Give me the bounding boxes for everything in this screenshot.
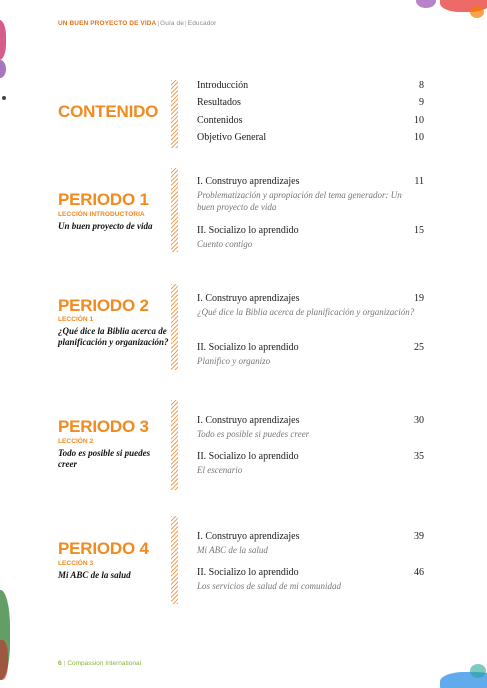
toc-page-resultados: 9 — [419, 97, 424, 108]
paint-splash-bottom-left-2 — [0, 640, 8, 680]
period-4-entry-2-subtitle: Los servicios de salud de mi comunidad — [197, 581, 341, 591]
paint-splash-top-left — [0, 20, 6, 60]
hatch-divider-period-4 — [171, 516, 178, 604]
header-subtitle-1: Guía de — [160, 20, 184, 27]
period-1-entry-2[interactable]: II. Socializo lo aprendido — [197, 225, 299, 236]
period-2-title: PERIODO 2 — [58, 296, 149, 315]
period-1-entry-2-subtitle: Cuento contigo — [197, 239, 253, 249]
header-subtitle-2: Educador — [187, 20, 217, 27]
period-1-entry-1-subtitle: Problematización y apropiación del tema generador: Un buen proyecto de vida — [197, 190, 402, 212]
paint-splash-top-left-2 — [0, 60, 6, 78]
period-1-entry-2-page: 15 — [414, 225, 424, 236]
period-3-entry-1-page: 30 — [414, 415, 424, 426]
period-3-title: PERIODO 3 — [58, 417, 149, 436]
period-2-lesson-code: LECCIÓN 1 — [58, 316, 94, 323]
period-1-entry-1[interactable]: I. Construyo aprendizajes — [197, 176, 300, 187]
paint-splash-left-dot — [2, 96, 6, 100]
period-2-entry-1-subtitle: ¿Qué dice la Biblia acerca de planificación y organización? — [197, 307, 415, 317]
hatch-divider-period-3 — [171, 400, 178, 490]
header-title: UN BUEN PROYECTO DE VIDA — [58, 20, 157, 27]
toc-item-resultados[interactable]: Resultados — [197, 97, 241, 108]
period-4-entry-2-page: 46 — [414, 567, 424, 578]
period-3-lesson-name: Todo es posible si puedes creer — [58, 448, 151, 469]
contents-title: CONTENIDO — [58, 102, 159, 121]
period-4-entry-1-subtitle: Mi ABC de la salud — [197, 545, 268, 555]
running-header — [58, 20, 216, 27]
period-2-entry-2-page: 25 — [414, 342, 424, 353]
period-1-lesson-name: Un buen proyecto de vida — [58, 221, 153, 231]
hatch-divider-period-1 — [171, 168, 178, 252]
period-3-entry-1[interactable]: I. Construyo aprendizajes — [197, 415, 300, 426]
period-4-title: PERIODO 4 — [58, 539, 149, 558]
hatch-divider-contents — [171, 80, 178, 148]
toc-page-contenidos: 10 — [414, 115, 424, 126]
period-3-lesson-code: LECCIÓN 2 — [58, 438, 94, 445]
toc-item-contenidos[interactable]: Contenidos — [197, 115, 243, 126]
hatch-divider-period-2 — [171, 284, 178, 370]
paint-splash-top-right-3 — [470, 6, 484, 18]
footer-page-number: 6 — [58, 660, 62, 667]
period-4-lesson-code: LECCIÓN 3 — [58, 560, 94, 567]
period-2-entry-2[interactable]: II. Socializo lo aprendido — [197, 342, 299, 353]
period-1-entry-1-page: 11 — [414, 176, 424, 187]
footer-text: Compassion International — [67, 660, 142, 667]
paint-splash-bottom-right-2 — [470, 664, 486, 678]
period-2-entry-2-subtitle: Planifico y organizo — [197, 356, 271, 366]
toc-page-objetivo-general: 10 — [414, 132, 424, 143]
period-2-lesson-name: ¿Qué dice la Biblia acerca de planificación y organización? — [58, 326, 169, 347]
period-2-entry-1[interactable]: I. Construyo aprendizajes — [197, 293, 300, 304]
paint-splash-top-right-2 — [416, 0, 436, 8]
footer-separator: | — [63, 660, 66, 667]
page-footer — [58, 660, 141, 667]
period-3-entry-2-page: 35 — [414, 451, 424, 462]
header-separator-2: | — [184, 20, 187, 27]
period-4-lesson-name: Mi ABC de la salud — [58, 570, 131, 580]
period-4-entry-1-page: 39 — [414, 531, 424, 542]
toc-item-introduccion[interactable]: Introducción — [197, 80, 249, 91]
toc-item-objetivo-general[interactable]: Objetivo General — [197, 132, 267, 143]
header-separator: | — [157, 20, 160, 27]
period-3-entry-1-subtitle: Todo es posible si puedes creer — [197, 429, 310, 439]
period-1-title: PERIODO 1 — [58, 190, 149, 209]
period-3-entry-2[interactable]: II. Socializo lo aprendido — [197, 451, 299, 462]
period-3-entry-2-subtitle: El escenario — [197, 465, 243, 475]
toc-page-introduccion: 8 — [419, 80, 424, 91]
period-2-entry-1-page: 19 — [414, 293, 424, 304]
period-1-lesson-code: LECCIÓN INTRODUCTORIA — [58, 211, 145, 218]
period-4-entry-1[interactable]: I. Construyo aprendizajes — [197, 531, 300, 542]
period-4-entry-2[interactable]: II. Socializo lo aprendido — [197, 567, 299, 578]
